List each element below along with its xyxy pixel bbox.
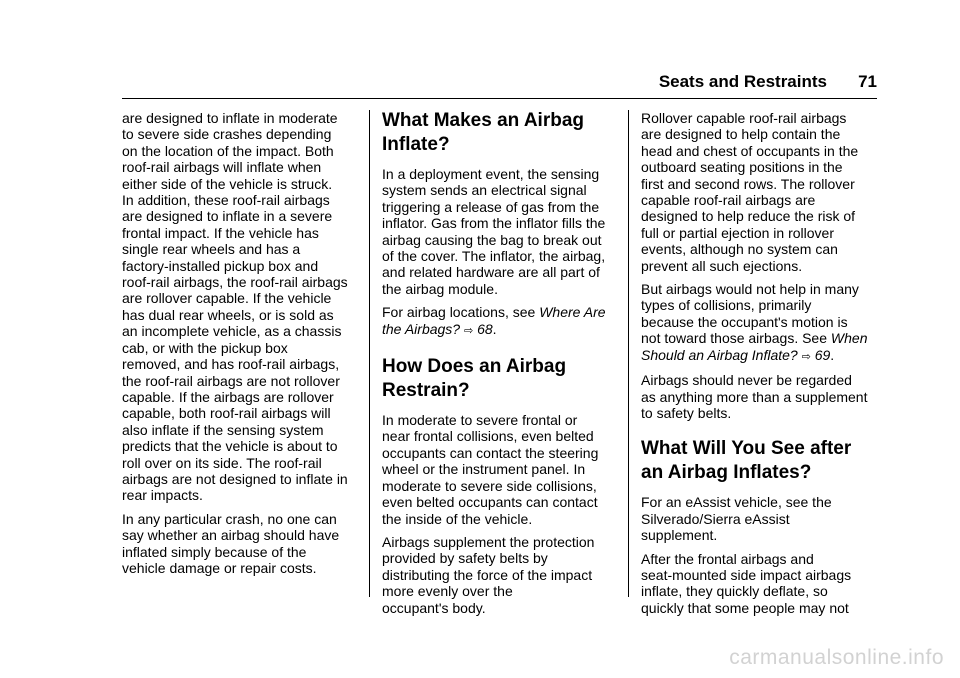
paragraph: In any particular crash, no one can say whether an airbag should have inflated simply because of the vehicle damage or repair costs. [122,510,340,576]
cross-reference-link[interactable]: Should an Airbag Inflate? [641,346,798,363]
section-heading: What Makes an Airbag Inflate? [382,110,585,155]
paragraph: In a deployment event, the sensing system sends an electrical signal triggering a release of gas from the inflator. Gas from the inflator fills the airbag causing the bag to break out of the cover. The inflator, the airbag, and related hardware are all part of the airbag module. [382,166,606,297]
page-reference-number[interactable]: 68 [477,320,493,337]
paragraph: Airbags supplement the protection provided by safety belts by distributing the force of the impact more evenly over the occupant's body. [382,533,595,616]
page-reference-arrow-icon: ⇨ [801,350,811,363]
section-heading: What Will You See after an Airbag Inflates? [641,438,852,484]
section-title: Seats and Restraints [658,72,827,91]
paragraph-with-reference [641,281,877,365]
paragraph: For an eAssist vehicle, see the Silverado/Sierra eAssist supplement. [641,494,832,544]
column-divider-2 [628,110,629,597]
column-1 [122,110,358,583]
paragraph: Rollover capable roof-rail airbags are designed to help contain the head and chest of occupants in the outboard seating positions in the first and second rows. The rollover capable roof-rail airbags are designed to help reduce the risk of full or partial ejection in rollover events, although no system can prevent all such ejections. [641,110,859,274]
paragraph: are designed to inflate in moderate to severe side crashes depending on the location of the impact. Both roof-rail airbags will inflate when either side of the vehicle is struck. In addition, these roof-rail airbags are designed to inflate in a severe frontal impact. If the vehicle has single rear wheels and has a factory-installed pickup box and roof-rail airbags, the roof-rail airbags are rollover capable. If the vehicle has dual rear wheels, or is sold as an incomplete vehicle, as a chassis cab, or with the pickup box removed, and has roof-rail airbags, the roof-rail airbags are not rollover capable. If the airbags are rollover capable, both roof-rail airbags will also inflate if the sensing system predicts that the vehicle is about to roll over on its side. The roof-rail airbags are not designed to inflate in rear impacts. [122,110,348,504]
cross-reference-link[interactable]: When [830,330,868,347]
paragraph: Airbags should never be regarded as anything more than a supplement to safety belts. [641,372,868,421]
column-2 [382,110,618,623]
column-divider-1 [369,110,370,597]
cross-reference-link[interactable]: the Airbags? [382,320,461,337]
punctuation: . [492,320,497,337]
punctuation: . [830,346,835,363]
paragraph-with-reference [382,304,618,339]
paragraph-text: But airbags would not help in many types of collisions, primarily because the occupant's motion is not toward those airbags. See [641,281,859,347]
page-reference-number[interactable]: 69 [814,346,831,363]
watermark: carmanualsonline.info [729,646,944,669]
column-3 [641,110,877,623]
page-number: 71 [858,72,877,91]
cross-reference-link[interactable]: Where Are [539,304,606,321]
paragraph-text: For airbag locations, see [382,304,540,321]
paragraph: After the frontal airbags and seat-mounted side impact airbags inflate, they quickly deflate, so quickly that some people may not [641,550,852,616]
page-reference-arrow-icon: ⇨ [463,324,474,337]
section-heading: How Does an Airbag Restrain? [382,356,567,402]
paragraph: In moderate to severe frontal or near frontal collisions, even belted occupants can contact the steering wheel or the instrument panel. In moderate to severe side collisions, even belted occupants can contact the inside of the vehicle. [382,412,599,527]
page-header [122,68,877,99]
